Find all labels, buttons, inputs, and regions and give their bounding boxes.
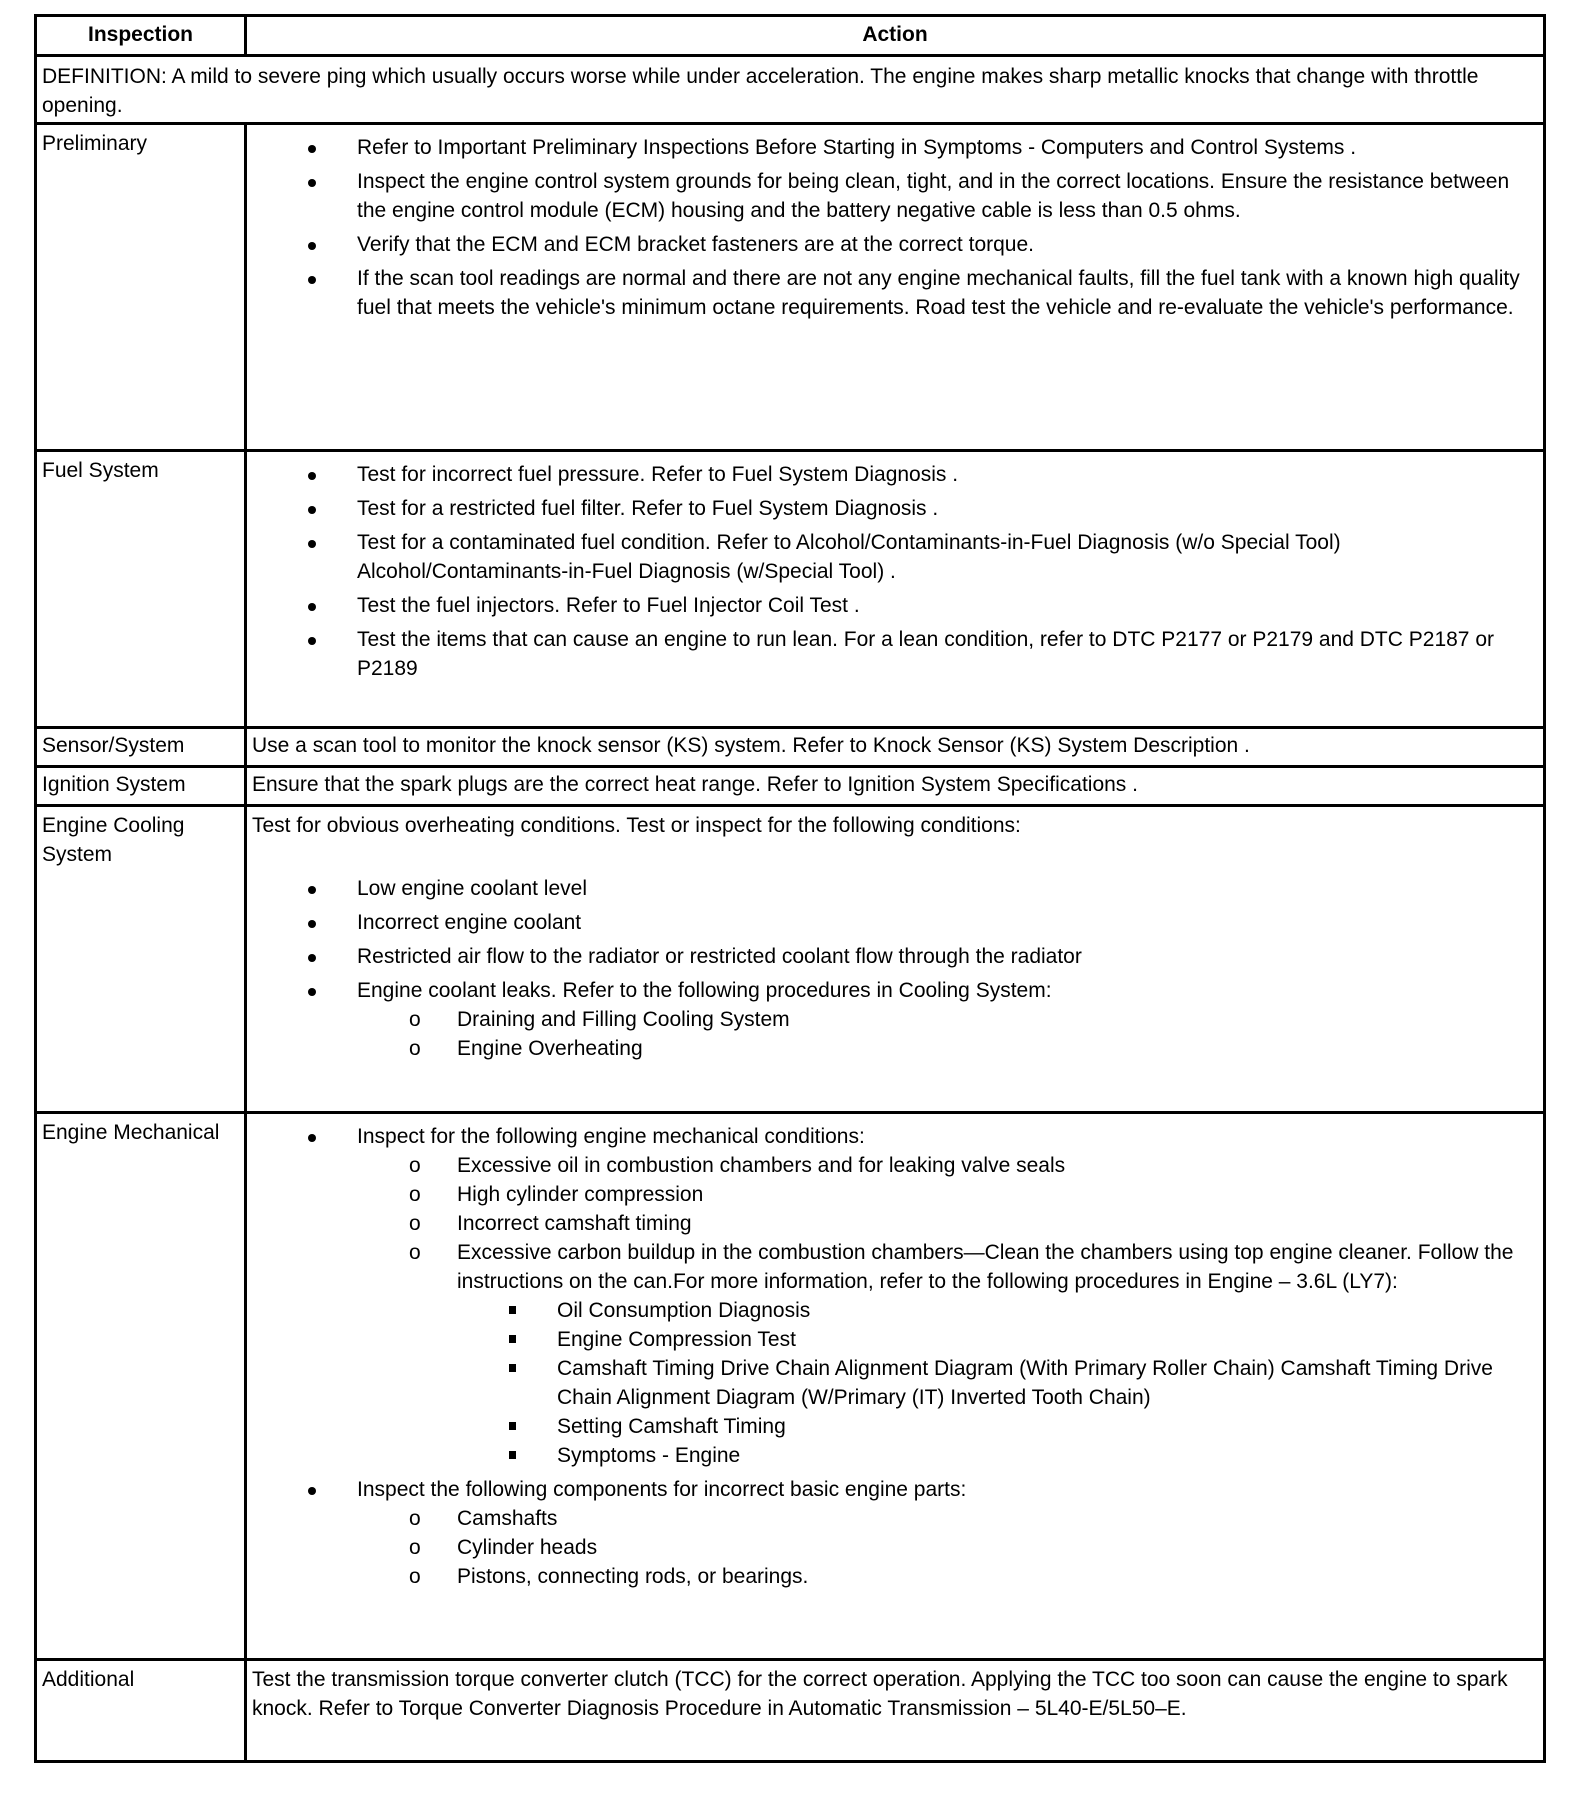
header-action: Action <box>246 16 1545 56</box>
row-label-cooling: Engine Cooling System <box>36 806 246 1113</box>
list-item: Test for a restricted fuel filter. Refer to Fuel System Diagnosis . <box>252 494 1538 523</box>
sub-list-item: o Camshafts <box>357 1504 1538 1533</box>
row-action-sensor: Use a scan tool to monitor the knock sensor (KS) system. Refer to Knock Sensor (KS) System Description . <box>246 728 1545 767</box>
list-item: Refer to Important Preliminary Inspections Before Starting in Symptoms - Computers and Control Systems . <box>252 133 1538 162</box>
row-action-additional: Test the transmission torque converter clutch (TCC) for the correct operation. Applying the TCC too soon can cause the engine to spark knock. Refer to Torque Converter Diagnosis Procedure in Automatic Transmission – 5L40-E/5L50–E. <box>246 1660 1545 1762</box>
table-row <box>36 451 1545 728</box>
table-row <box>36 728 1545 767</box>
sub-list <box>357 1005 1538 1063</box>
sub-sub-list-item: Camshaft Timing Drive Chain Alignment Diagram (With Primary Roller Chain) Camshaft Timing Drive Chain Alignment Diagram (W/Primary (IT) Inverted Tooth Chain) <box>457 1354 1538 1412</box>
row-action-fuel <box>246 451 1545 728</box>
sub-list-item: o Draining and Filling Cooling System <box>357 1005 1538 1034</box>
row-action-preliminary <box>246 124 1545 451</box>
list-item: Verify that the ECM and ECM bracket fasteners are at the correct torque. <box>252 230 1538 259</box>
bullet-list <box>252 874 1538 1063</box>
sub-sub-list-item: Engine Compression Test <box>457 1325 1538 1354</box>
row-label-preliminary: Preliminary <box>36 124 246 451</box>
sub-sub-list-item: Setting Camshaft Timing <box>457 1412 1538 1441</box>
list-item: If the scan tool readings are normal and there are not any engine mechanical faults, fill the fuel tank with a known high quality fuel that meets the vehicle's minimum octane requirements. Road test the vehicle and re-evaluate the vehicle's performance. <box>252 264 1538 322</box>
sub-list-item-text: Excessive carbon buildup in the combustion chambers—Clean the chambers using top engine cleaner. Follow the instructions on the can.For more information, refer to the following procedures in Engine – 3.6L (LY7): <box>457 1241 1514 1293</box>
list-item: Incorrect engine coolant <box>252 908 1538 937</box>
row-label-mechanical: Engine Mechanical <box>36 1113 246 1660</box>
cooling-intro: Test for obvious overheating conditions. Test or inspect for the following conditions: <box>252 814 1021 837</box>
sub-list-item <box>357 1238 1538 1470</box>
list-item <box>252 1122 1538 1470</box>
sub-list-item: o High cylinder compression <box>357 1180 1538 1209</box>
row-label-ignition: Ignition System <box>36 767 246 806</box>
inspection-table <box>34 14 1546 1763</box>
table-header-row <box>36 16 1545 56</box>
list-item: Test the fuel injectors. Refer to Fuel Injector Coil Test . <box>252 591 1538 620</box>
row-action-mechanical <box>246 1113 1545 1660</box>
list-item: Test the items that can cause an engine to run lean. For a lean condition, refer to DTC P2177 or P2179 and DTC P2187 or P2189 <box>252 625 1538 683</box>
sub-sub-list-item: Oil Consumption Diagnosis <box>457 1296 1538 1325</box>
row-label-fuel: Fuel System <box>36 451 246 728</box>
row-action-cooling <box>246 806 1545 1113</box>
bullet-list <box>252 1122 1538 1591</box>
row-label-sensor: Sensor/System <box>36 728 246 767</box>
list-item-text: Inspect for the following engine mechanical conditions: <box>357 1125 865 1148</box>
table-row <box>36 806 1545 1113</box>
list-item <box>252 976 1538 1063</box>
header-inspection: Inspection <box>36 16 246 56</box>
list-item: Low engine coolant level <box>252 874 1538 903</box>
table-row <box>36 1660 1545 1762</box>
sub-list-item: o Incorrect camshaft timing <box>357 1209 1538 1238</box>
list-item-text: Engine coolant leaks. Refer to the following procedures in Cooling System: <box>357 979 1052 1002</box>
sub-sub-list <box>457 1296 1538 1470</box>
table-row <box>36 767 1545 806</box>
row-label-additional: Additional <box>36 1660 246 1762</box>
list-item: Inspect the engine control system grounds for being clean, tight, and in the correct locations. Ensure the resistance between the engine control module (ECM) housing and the battery negative cable is less than 0.5 ohms. <box>252 167 1538 225</box>
table-row <box>36 124 1545 451</box>
sub-list <box>357 1504 1538 1591</box>
list-item: Test for incorrect fuel pressure. Refer to Fuel System Diagnosis . <box>252 460 1538 489</box>
sub-sub-list-item: Symptoms - Engine <box>457 1441 1538 1470</box>
list-item: Restricted air flow to the radiator or restricted coolant flow through the radiator <box>252 942 1538 971</box>
bullet-list <box>252 133 1538 322</box>
row-action-ignition: Ensure that the spark plugs are the correct heat range. Refer to Ignition System Specifications . <box>246 767 1545 806</box>
sub-list-item: o Engine Overheating <box>357 1034 1538 1063</box>
bullet-list <box>252 460 1538 683</box>
list-item <box>252 1475 1538 1591</box>
list-item: Test for a contaminated fuel condition. Refer to Alcohol/Contaminants-in-Fuel Diagnosis (w/o Special Tool) Alcohol/Contaminants-in-Fuel Diagnosis (w/Special Tool) . <box>252 528 1538 586</box>
sub-list-item: o Excessive oil in combustion chambers and for leaking valve seals <box>357 1151 1538 1180</box>
definition-text: DEFINITION: A mild to severe ping which usually occurs worse while under acceleration. The engine makes sharp metallic knocks that change with throttle opening. <box>36 56 1545 124</box>
list-item-text: Inspect the following components for incorrect basic engine parts: <box>357 1478 967 1501</box>
sub-list <box>357 1151 1538 1470</box>
sub-list-item: o Cylinder heads <box>357 1533 1538 1562</box>
sub-list-item: o Pistons, connecting rods, or bearings. <box>357 1562 1538 1591</box>
definition-row <box>36 56 1545 124</box>
table-row <box>36 1113 1545 1660</box>
